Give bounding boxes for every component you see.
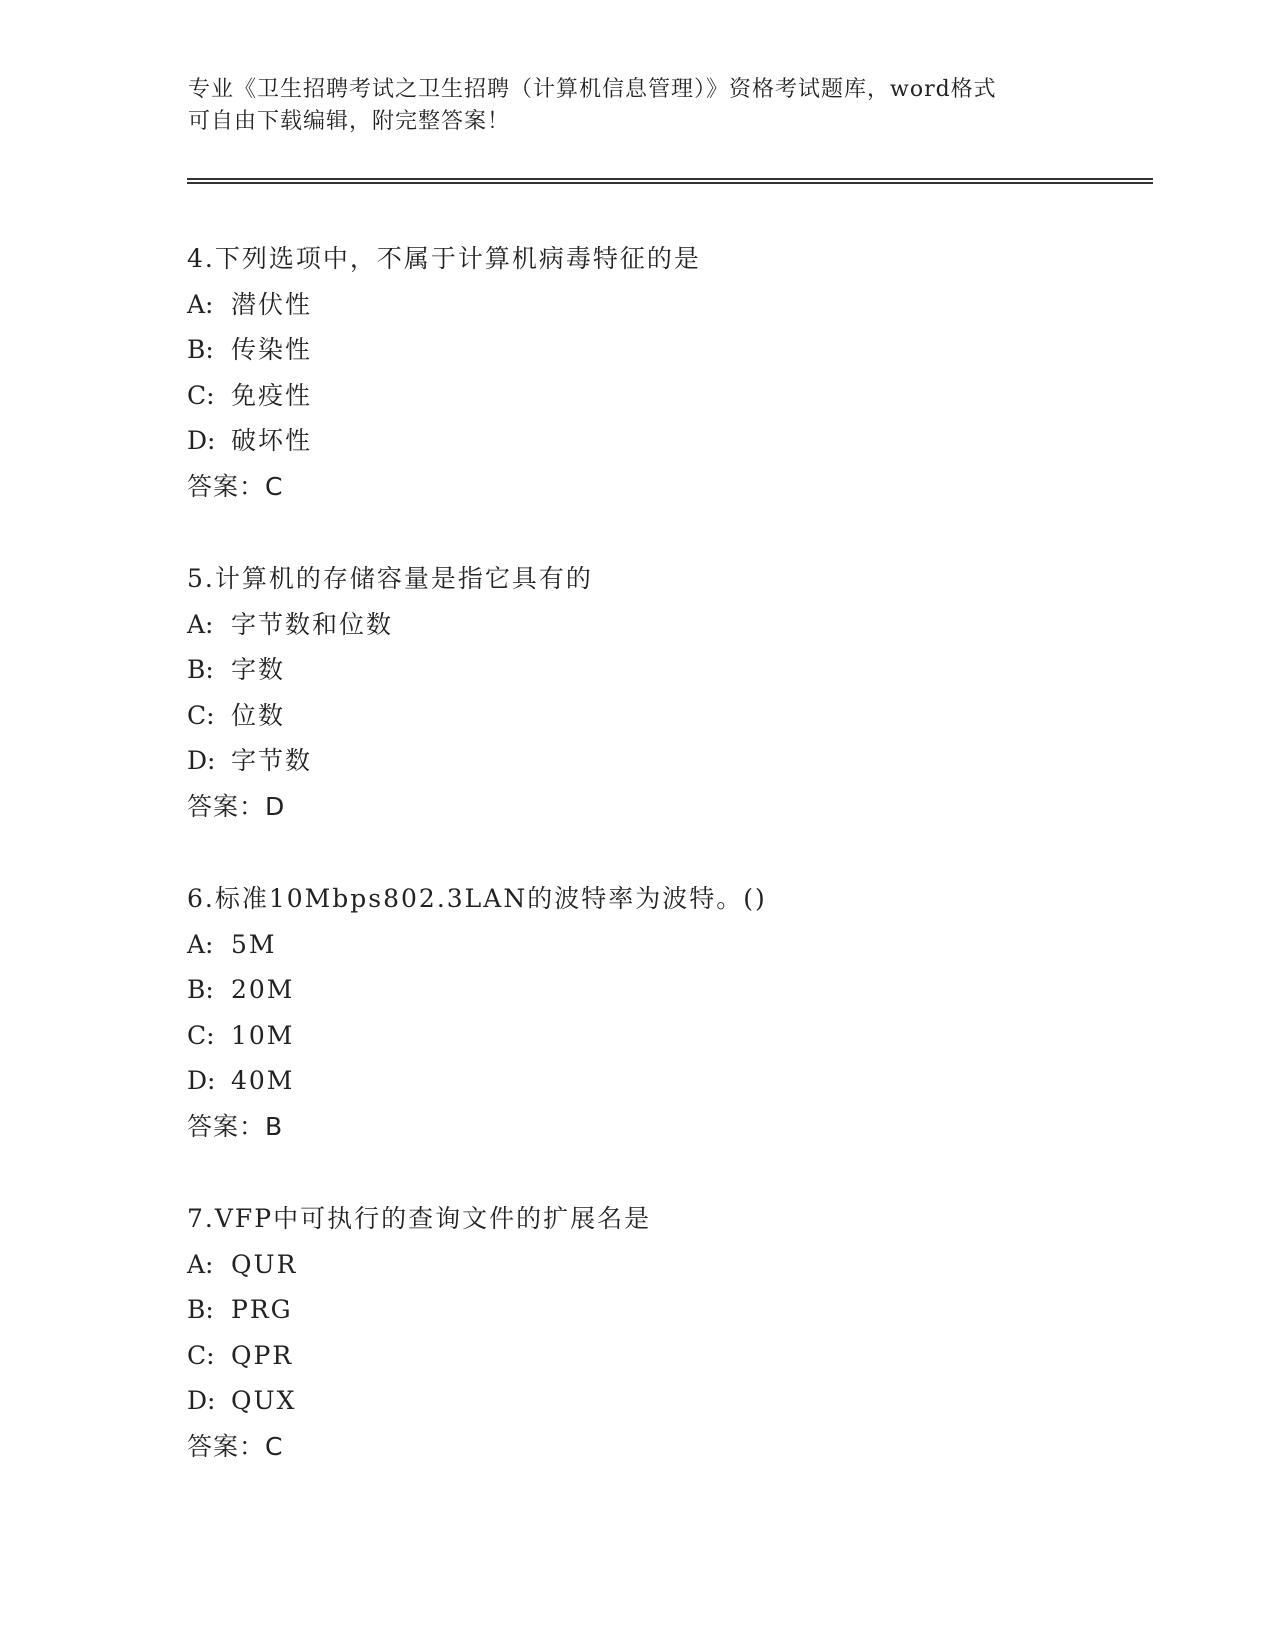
option-key: A: <box>187 929 214 959</box>
question-text: 6.标准10Mbps802.3LAN的波特率为波特。() <box>187 884 767 913</box>
option-text: 40M <box>231 1066 295 1095</box>
option-c <box>187 373 1147 419</box>
option-d <box>187 418 1147 464</box>
option-key: C: <box>187 380 215 410</box>
option-b <box>187 967 1147 1013</box>
option-key: D: <box>187 426 216 455</box>
option-text: 传染性 <box>231 335 313 364</box>
option-key: B: <box>187 655 214 684</box>
question-5 <box>187 556 1147 876</box>
option-text: 位数 <box>231 700 286 730</box>
option-d <box>187 738 1147 784</box>
option-text: 字数 <box>231 655 286 684</box>
option-key: D: <box>187 746 216 775</box>
answer-line: 答案：D <box>187 791 286 821</box>
question-6 <box>187 876 1147 1196</box>
option-key: D: <box>187 1386 216 1415</box>
option-a <box>187 922 1147 968</box>
option-c <box>187 1333 1147 1379</box>
option-key: A: <box>187 1249 214 1279</box>
question-7 <box>187 1196 1147 1516</box>
option-text: QPR <box>231 1340 294 1370</box>
option-key: B: <box>187 975 214 1004</box>
option-a <box>187 1242 1147 1288</box>
header-line-1: 专业《卫生招聘考试之卫生招聘（计算机信息管理）》资格考试题库，word格式 <box>188 77 997 102</box>
option-key: C: <box>187 1340 215 1370</box>
header-line-2: 可自由下载编辑，附完整答案！ <box>188 109 511 134</box>
option-b <box>187 1287 1147 1333</box>
option-key: C: <box>187 1020 215 1050</box>
option-a <box>187 602 1147 648</box>
option-key: C: <box>187 700 215 730</box>
option-b <box>187 327 1147 373</box>
option-d <box>187 1378 1147 1424</box>
question-text: 5.计算机的存储容量是指它具有的 <box>187 564 593 593</box>
option-text: QUX <box>231 1386 297 1415</box>
option-key: D: <box>187 1066 216 1095</box>
option-text: 字节数和位数 <box>231 609 394 639</box>
option-text: 5M <box>231 929 277 959</box>
option-text: 20M <box>231 975 295 1004</box>
option-text: 潜伏性 <box>231 289 313 319</box>
option-b <box>187 647 1147 693</box>
question-list <box>187 236 1147 1516</box>
option-text: QUR <box>231 1249 298 1279</box>
option-text: PRG <box>231 1295 293 1324</box>
option-key: B: <box>187 1295 214 1324</box>
question-text: 4.下列选项中，不属于计算机病毒特征的是 <box>187 244 701 273</box>
option-key: B: <box>187 335 214 364</box>
option-text: 免疫性 <box>231 380 313 410</box>
question-4 <box>187 236 1147 556</box>
option-text: 破坏性 <box>231 426 313 455</box>
question-text: 7.VFP中可执行的查询文件的扩展名是 <box>187 1204 652 1233</box>
document-header <box>188 74 1068 138</box>
option-text: 10M <box>231 1020 295 1050</box>
answer-line: 答案：B <box>187 1111 284 1141</box>
option-c <box>187 693 1147 739</box>
option-a <box>187 282 1147 328</box>
option-d <box>187 1058 1147 1104</box>
option-text: 字节数 <box>231 746 313 775</box>
answer-line: 答案：C <box>187 1431 284 1461</box>
option-key: A: <box>187 289 214 319</box>
answer-line: 答案：C <box>187 471 284 501</box>
header-divider <box>187 178 1153 184</box>
option-key: A: <box>187 609 214 639</box>
option-c <box>187 1013 1147 1059</box>
